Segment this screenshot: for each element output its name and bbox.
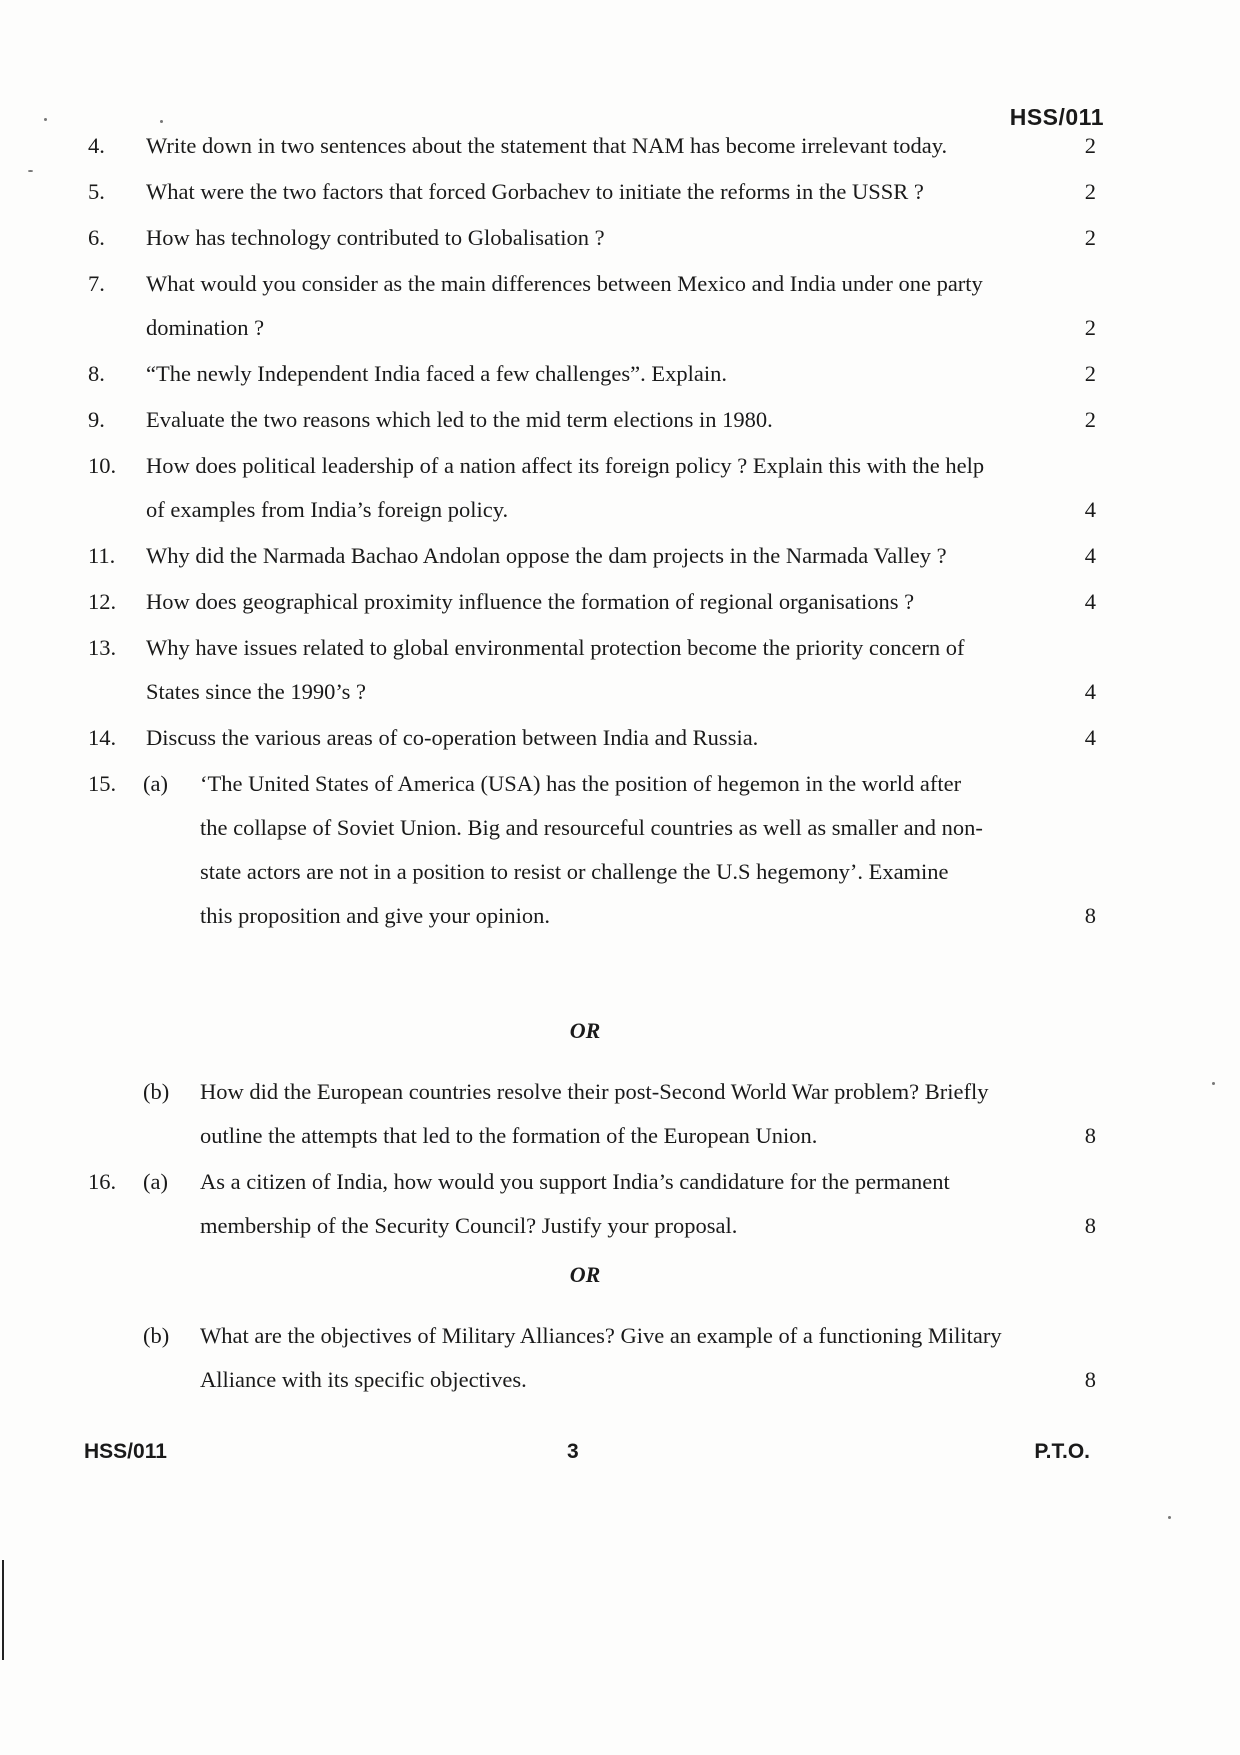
question-text: “The newly Independent India faced a few challenges”. Explain. <box>146 361 727 386</box>
question-text: As a citizen of India, how would you support India’s candidature for the permanent membership of the Security Council? Justify your proposal. <box>200 1169 950 1238</box>
scan-speck <box>1168 1516 1171 1519</box>
question-number: 10. <box>88 453 117 478</box>
sub-label: (b) <box>143 1323 170 1348</box>
question-number: 5. <box>88 179 105 204</box>
question-number: 12. <box>88 589 117 614</box>
question-text: Evaluate the two reasons which led to the mid term elections in 1980. <box>146 407 773 432</box>
question-number: 4. <box>88 133 105 158</box>
question-number: 9. <box>88 407 105 432</box>
question-text: Why have issues related to global environmental protection become the priority concern of States since the 1990’s ? <box>146 635 965 704</box>
question-marks: 8 <box>1084 1213 1096 1238</box>
question-text: Write down in two sentences about the statement that NAM has become irrelevant today. <box>146 133 948 158</box>
question-marks: 2 <box>1084 179 1096 204</box>
page-code-top: HSS/011 <box>1009 104 1104 130</box>
question-marks: 4 <box>1084 497 1096 522</box>
scan-speck <box>1212 1082 1215 1085</box>
question-marks: 4 <box>1084 543 1096 568</box>
question-marks: 8 <box>1084 1367 1096 1392</box>
scan-speck <box>28 170 33 172</box>
or-separator: OR <box>569 1262 601 1287</box>
question-number: 16. <box>88 1169 117 1194</box>
question-text: What were the two factors that forced Gorbachev to initiate the reforms in the USSR ? <box>146 179 924 204</box>
question-text: How did the European countries resolve their post-Second World War problem? Briefly outline the attempts that led to the formation of the European Union. <box>200 1079 989 1148</box>
question-number: 13. <box>88 635 117 660</box>
question-text: How does geographical proximity influence the formation of regional organisations ? <box>146 589 915 614</box>
question-marks: 2 <box>1084 315 1096 340</box>
footer-code: HSS/011 <box>84 1440 167 1463</box>
question-marks: 2 <box>1084 133 1096 158</box>
question-number: 11. <box>88 543 116 568</box>
question-text: How has technology contributed to Globalisation ? <box>146 225 605 250</box>
question-text: Discuss the various areas of co-operation between India and Russia. <box>146 725 759 750</box>
question-number: 6. <box>88 225 105 250</box>
sub-label: (a) <box>143 771 168 796</box>
page-number: 3 <box>567 1440 579 1463</box>
pto-label: P.T.O. <box>1034 1440 1090 1463</box>
question-marks: 4 <box>1084 589 1096 614</box>
scan-speck <box>44 118 47 121</box>
question-number: 8. <box>88 361 105 386</box>
question-number: 7. <box>88 271 105 296</box>
question-text: What are the objectives of Military Alliances? Give an example of a functioning Military Alliance with its specific objectives. <box>200 1323 1002 1392</box>
question-marks: 2 <box>1084 225 1096 250</box>
question-marks: 8 <box>1084 903 1096 928</box>
question-marks: 2 <box>1084 407 1096 432</box>
question-text: Why did the Narmada Bachao Andolan oppose the dam projects in the Narmada Valley ? <box>146 543 947 568</box>
scan-speck <box>160 120 163 123</box>
question-text: How does political leadership of a nation affect its foreign policy ? Explain this with the help of examples from India’s foreign policy. <box>146 453 985 522</box>
question-marks: 4 <box>1084 679 1096 704</box>
or-separator: OR <box>569 1018 601 1043</box>
question-marks: 2 <box>1084 361 1096 386</box>
sub-label: (a) <box>143 1169 168 1194</box>
sub-label: (b) <box>143 1079 170 1104</box>
question-number: 14. <box>88 725 117 750</box>
scan-edge-line <box>2 1560 4 1660</box>
question-number: 15. <box>88 771 117 796</box>
question-text: What would you consider as the main differences between Mexico and India under one party domination ? <box>146 271 983 340</box>
question-marks: 4 <box>1084 725 1096 750</box>
question-text: ‘The United States of America (USA) has the position of hegemon in the world after the collapse of Soviet Union. Big and resourceful countries as well as smaller and non- state actors are not in a position to resist or challenge the U.S hegemony’. Examine this proposition and give your opinion. <box>200 771 983 928</box>
question-marks: 8 <box>1084 1123 1096 1148</box>
